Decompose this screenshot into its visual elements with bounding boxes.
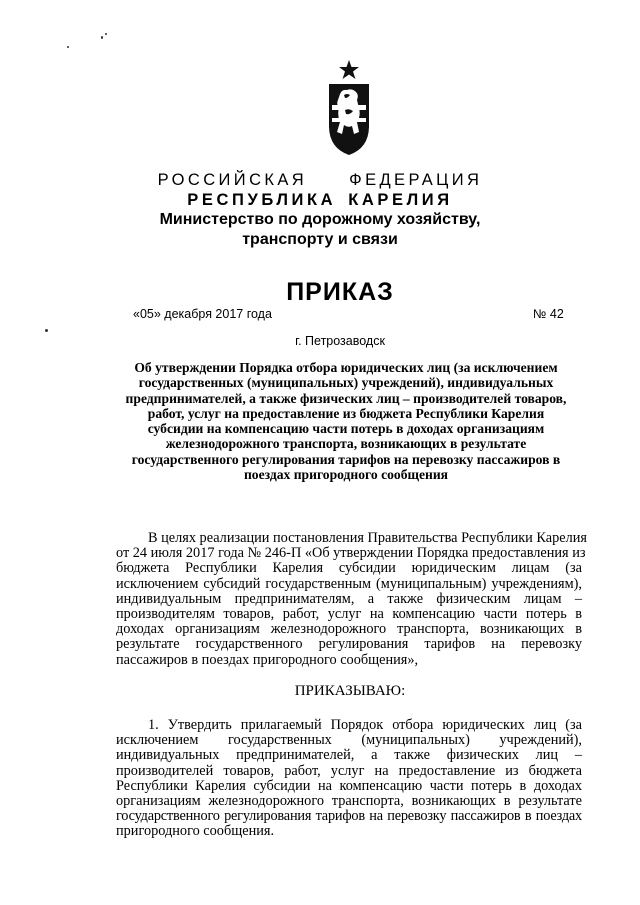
ministry-name-line-2: транспорту и связи [242,231,398,248]
republic-word-2: КАРЕЛИЯ [348,191,453,209]
item-1-line: Республики Карелия субсидии на компенсацию части потерь в доходах [116,777,582,794]
decree-word: ПРИКАЗЫВАЮ: [294,683,406,699]
subject-line: предпринимателей, а также физических лиц – производителей товаров, [125,390,567,406]
ministry-name-line-1: Министерство по дорожному хозяйству, [159,211,481,228]
item-1-line: производителей товаров, работ, услуг на предоставление из бюджета [116,762,582,779]
country-word-2: ФЕДЕРАЦИЯ [349,171,483,189]
subject-line: государственного регулирования тарифов на перевозку пассажиров в [131,451,561,467]
preamble-line: исключением субсидий государственным (муниципальным) учреждениям), [116,575,582,592]
republic-word-1: РЕСПУБЛИКА [187,191,337,209]
preamble-line: от 24 июля 2017 года № 246-П «Об утверждении Порядка предоставления из [116,545,586,562]
item-1-line: 1. Утвердить прилагаемый Порядок отбора юридических лиц (за [148,717,582,733]
item-1-line: пригородного сообщения. [116,823,275,840]
header-republic [0,191,640,210]
preamble-line: производителям товаров, работ, услуг на компенсацию части потерь в [116,606,582,623]
coat-of-arms-emblem [326,60,372,156]
item-1-paragraph [116,718,582,840]
preamble-line: бюджета Республики Карелия субсидии юридическим лицам (за [116,560,582,577]
country-word-1: РОССИЙСКАЯ [157,171,308,189]
subject-line: поездах пригородного сообщения [243,467,449,483]
preamble-line: доходах организациям железнодорожного транспорта, возникающих в [116,621,582,638]
item-1-line: исключением государственных (муниципальных) учреждений), [116,732,582,749]
subject-line: Об утверждении Порядка отбора юридических лиц (за исключением [134,360,558,375]
subject-line: государственных (муниципальных) учреждений), индивидуальных [138,375,554,391]
subject-line: железнодорожного транспорта, возникающих в результате [165,436,527,452]
preamble-line: результате государственного регулирования тарифов на перевозку [116,636,582,653]
scan-speck [45,329,48,332]
scan-speck [101,36,103,39]
preamble-paragraph [116,530,587,668]
scan-speck [105,33,107,35]
item-1-line: государственного регулирования тарифов на перевозку пассажиров в поездах [116,808,582,825]
order-number: № 42 [533,307,564,321]
preamble-line: пассажиров в поездах пригородного сообщения», [116,651,419,668]
subject-line: работ, услуг на предоставление из бюджета Республики Карелия [147,405,545,421]
item-1-line: организациям железнодорожного транспорта, возникающих в результате [116,793,582,810]
item-1-line: индивидуальных предпринимателей, а также физических лиц – [116,747,582,764]
order-date: «05» декабря 2017 года [133,307,272,321]
preamble-line: индивидуальным предпринимателям, а также физическим лицам – [116,590,582,607]
order-title: ПРИКАЗ [286,278,394,306]
order-subject [108,360,584,482]
scan-speck [67,46,69,48]
header-country [0,171,640,190]
subject-line: субсидии на компенсацию части потерь в доходах организациям [147,421,545,437]
order-city: г. Петрозаводск [295,334,385,348]
preamble-line: В целях реализации постановления Правительства Республики Карелия [148,530,587,546]
